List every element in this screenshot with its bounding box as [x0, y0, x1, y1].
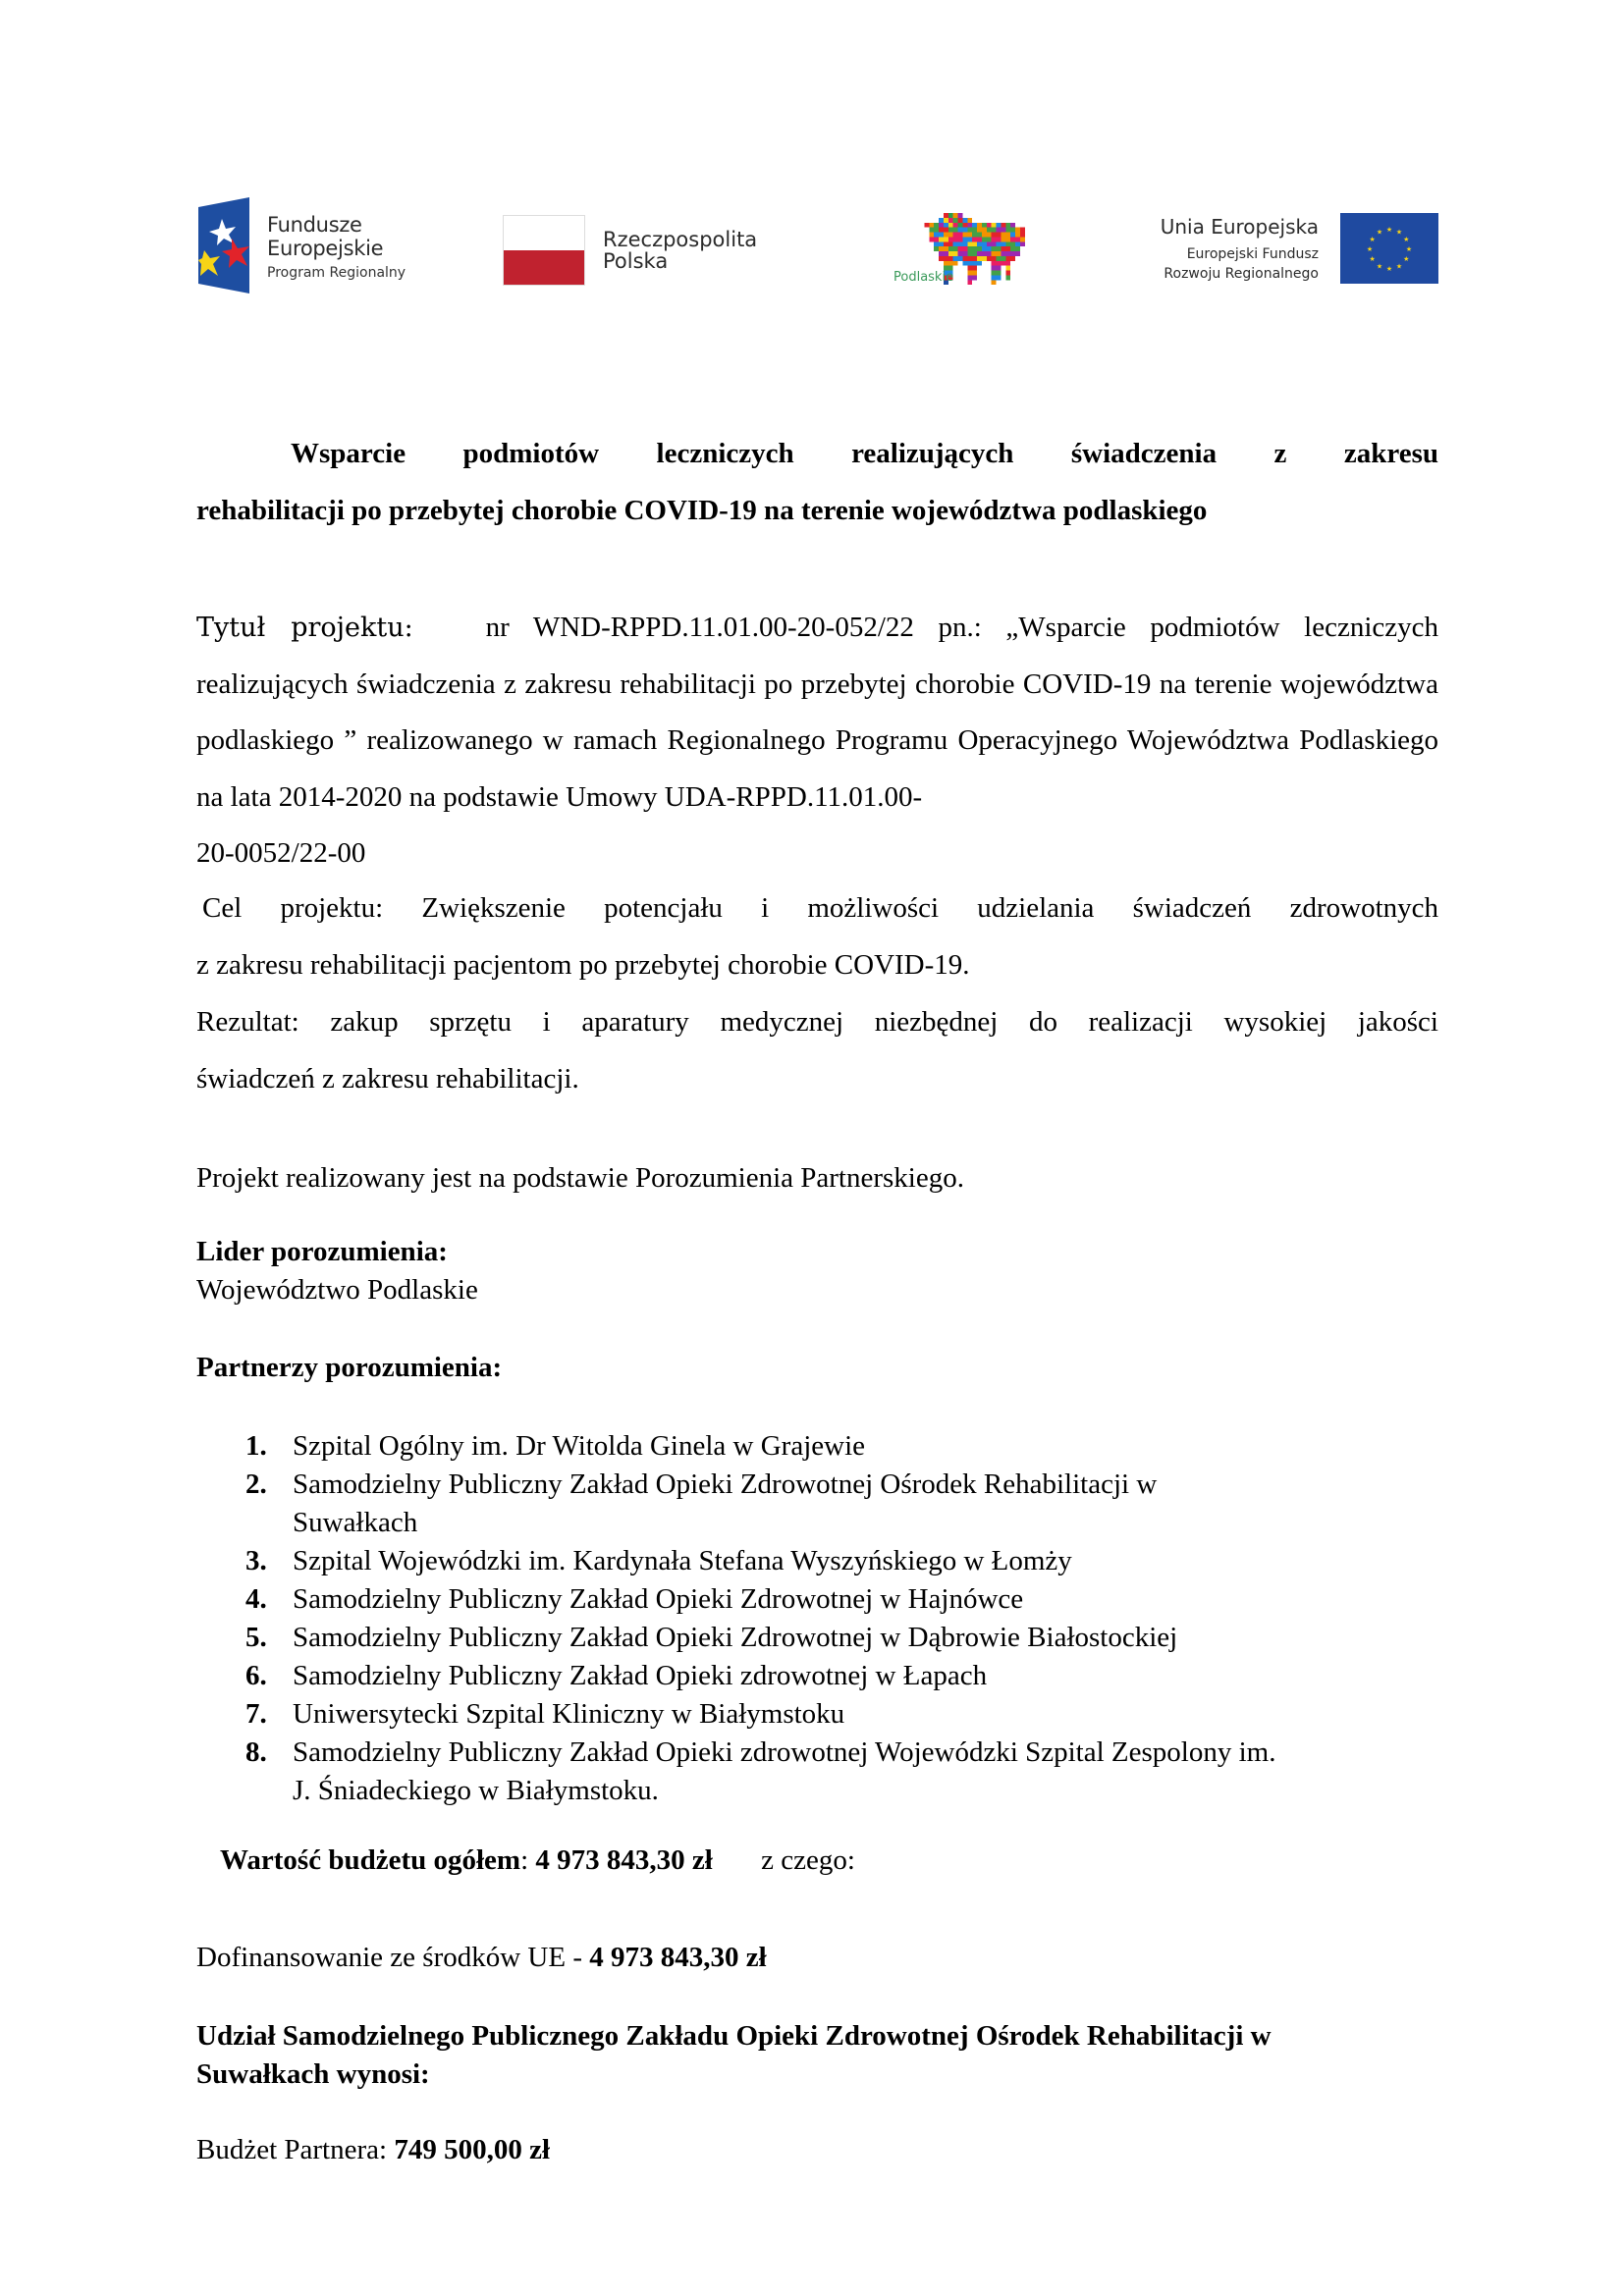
leader-heading: Lider porozumienia:	[196, 1236, 448, 1267]
partner-share-line2: Suwałkach wynosi:	[196, 2058, 430, 2090]
partner-name: Samodzielny Publiczny Zakład Opieki zdrowotnej Wojewódzki Szpital Zespolony im.	[293, 1736, 1276, 1768]
total-budget-suffix: z czego:	[761, 1844, 855, 1876]
svg-text:★: ★	[1376, 262, 1383, 271]
svg-text:★: ★	[1366, 245, 1374, 253]
partner-name: Szpital Ogólny im. Dr Witolda Ginela w Grajewie	[293, 1430, 866, 1462]
svg-text:★: ★	[1385, 226, 1393, 234]
partner-name: Samodzielny Publiczny Zakład Opieki Zdrowotnej w Hajnówce	[293, 1583, 1024, 1615]
polish-flag-icon	[503, 215, 585, 286]
ue-line2: Europejski Fundusz	[1186, 246, 1319, 262]
svg-text:★: ★	[1403, 255, 1410, 263]
project-result-line2: świadczeń z zakresu rehabilitacji.	[196, 1062, 579, 1095]
partner-name: Samodzielny Publiczny Zakład Opieki Zdrowotnej w Dąbrowie Białostockiej	[293, 1622, 1178, 1653]
partner-item	[196, 1580, 1438, 1619]
project-result-paragraph	[196, 994, 1438, 1107]
fundusze-line1: Fundusze	[267, 213, 362, 237]
partner-item	[196, 1734, 1438, 1810]
project-goal-line2: z zakresu rehabilitacji pacjentom po przebytej chorobie COVID-19.	[196, 948, 970, 981]
project-title-text: nr WND-RPPD.11.01.00-20-052/22 pn.: „Wsparcie podmiotów leczniczych realizujących świadczenia z zakresu rehabilitacji po przebytej chorobie COVID-19 na terenie województwa podlaskiego ” realizowanego w ramach Regionalnego Programu Operacyjnego Województwa Podlaskiego na lata 2014-2020 na podstawie Umowy UDA-RPPD.11.01.00-	[196, 612, 1439, 813]
project-goal-line1: Cel projektu: Zwiększenie potencjału i możliwości udzielania świadczeń zdrowotnych	[202, 892, 1438, 924]
partner-budget-label: Budżet Partnera:	[196, 2134, 395, 2165]
svg-text:★: ★	[1376, 228, 1383, 237]
partner-item	[196, 1619, 1438, 1657]
fundusze-europejskie-logo	[196, 191, 442, 299]
partner-share-line1: Udział Samodzielnego Publicznego Zakładu Opieki Zdrowotnej Ośrodek Rehabilitacji w	[196, 2020, 1272, 2052]
partner-name: Uniwersytecki Szpital Kliniczny w Białymstoku	[293, 1698, 845, 1730]
project-title-tail: 20-0052/22-00	[196, 837, 366, 869]
project-result-line1: Rezultat: zakup sprzętu i aparatury medycznej niezbędnej do realizacji wysokiej jakości	[196, 1006, 1438, 1038]
fundusze-europejskie-emblem-icon	[198, 197, 249, 294]
fundusze-line2: Europejskie	[267, 237, 384, 260]
rzeczpospolita-polska-logo	[503, 191, 856, 299]
partner-item	[196, 1427, 1438, 1466]
partner-name-cont: J. Śniadeckiego w Białymstoku.	[293, 1775, 659, 1806]
eu-flag-icon	[1340, 213, 1438, 284]
svg-text:★: ★	[1369, 255, 1376, 263]
total-budget-label: Wartość budżetu ogółem	[220, 1844, 521, 1876]
partner-share-heading	[196, 2017, 1438, 2094]
project-title-paragraph	[196, 600, 1438, 882]
svg-text:★: ★	[1385, 265, 1393, 273]
partners-list	[196, 1427, 1438, 1810]
project-title-label: Tytuł projektu:	[196, 613, 413, 643]
partner-item	[196, 1466, 1438, 1542]
partner-number: 6.	[245, 1660, 267, 1691]
svg-text:★: ★	[1395, 228, 1403, 237]
partner-name: Samodzielny Publiczny Zakład Opieki zdrowotnej w Łapach	[293, 1660, 988, 1691]
partner-name-cont: Suwałkach	[293, 1507, 418, 1538]
polska-line1: Rzeczpospolita	[603, 228, 758, 251]
partner-number: 4.	[245, 1583, 267, 1615]
svg-text:★: ★	[1369, 236, 1376, 243]
partner-number: 8.	[245, 1736, 267, 1768]
leader-value: Województwo Podlaskie	[196, 1274, 478, 1306]
partnership-note: Projekt realizowany jest na podstawie Porozumienia Partnerskiego.	[196, 1162, 964, 1194]
document-title-line1: Wsparcie podmiotów leczniczych realizujących świadczenia z zakresu	[291, 438, 1438, 469]
podlaskie-logo	[893, 191, 1060, 299]
partner-item	[196, 1695, 1438, 1734]
partner-name: Samodzielny Publiczny Zakład Opieki Zdrowotnej Ośrodek Rehabilitacji w	[293, 1468, 1158, 1500]
document-title-line2: rehabilitacji po przebytej chorobie COVID-19 na terenie województwa podlaskiego	[196, 495, 1208, 526]
svg-text:★: ★	[1405, 245, 1413, 253]
partner-number: 2.	[245, 1468, 267, 1500]
partner-number: 5.	[245, 1622, 267, 1653]
partner-number: 3.	[245, 1545, 267, 1576]
eu-cofunding-value: 4 973 843,30 zł	[589, 1942, 767, 1973]
total-budget-line	[220, 1843, 1462, 1877]
project-goal-paragraph	[196, 881, 1438, 993]
eu-cofunding-label: Dofinansowanie ze środków UE -	[196, 1942, 590, 1973]
eu-cofunding-line	[196, 1941, 1438, 1974]
partner-item	[196, 1657, 1438, 1695]
polska-line2: Polska	[603, 249, 669, 273]
partner-budget-line	[196, 2133, 1438, 2166]
partners-heading: Partnerzy porozumienia:	[196, 1352, 503, 1383]
partner-name: Szpital Wojewódzki im. Kardynała Stefana Wyszyńskiego w Łomży	[293, 1545, 1072, 1576]
ue-line1: Unia Europejska	[1160, 215, 1319, 239]
total-budget-value: 4 973 843,30 zł	[535, 1844, 713, 1876]
logo-bar	[196, 191, 1443, 299]
svg-text:★: ★	[1403, 236, 1410, 243]
partner-item	[196, 1542, 1438, 1580]
ue-line3: Rozwoju Regionalnego	[1164, 266, 1319, 282]
partner-number: 7.	[245, 1698, 267, 1730]
total-budget-colon: :	[520, 1844, 529, 1876]
svg-text:★: ★	[1395, 262, 1403, 271]
partner-number: 1.	[245, 1430, 267, 1462]
unia-europejska-logo	[1114, 191, 1443, 299]
fundusze-line3: Program Regionalny	[267, 265, 406, 281]
podlaskie-label: Podlaskie	[893, 270, 954, 285]
partner-budget-value: 749 500,00 zł	[394, 2134, 551, 2165]
